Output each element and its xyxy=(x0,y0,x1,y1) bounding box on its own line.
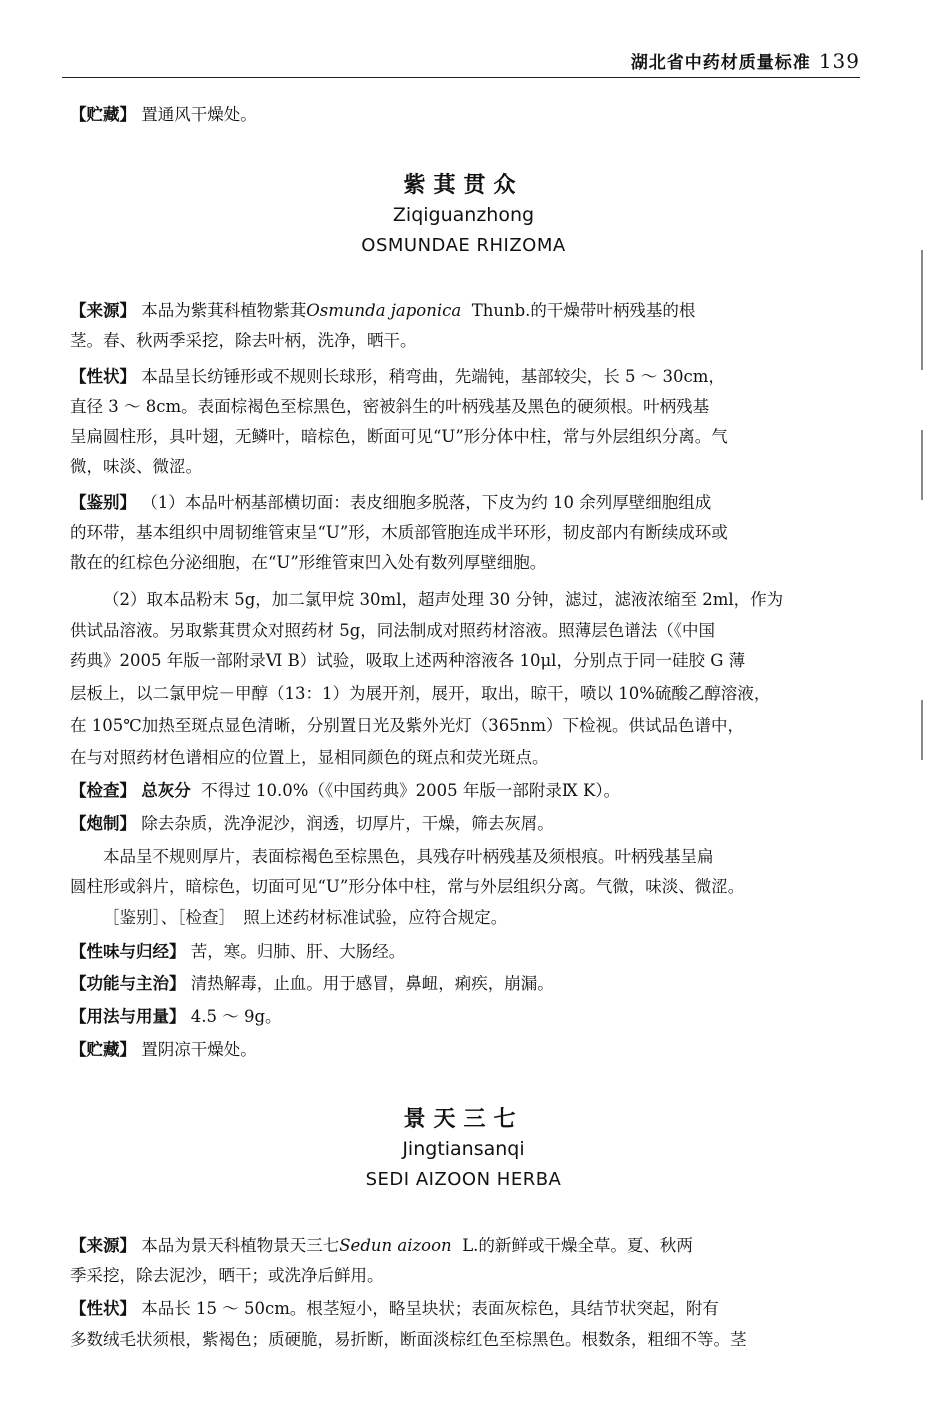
entry1-ident2-line2: 供试品溶液。另取紫萁贯众对照药材 5g，同法制成对照药材溶液。照薄层色谱法（《中国 xyxy=(70,621,716,640)
entry1-source-line2: 茎。春、秋两季采挖，除去叶柄，洗净，晒干。 xyxy=(70,331,417,350)
entry1-processing-line2: 本品呈不规则厚片，表面棕褐色至棕黑色，具残存叶柄残基及须根痕。叶柄残基呈扁 xyxy=(103,847,714,866)
entry2-source-line1 xyxy=(70,1234,865,1258)
entry1-ident2-line1: （2）取本品粉末 5g，加二氯甲烷 30ml，超声处理 30 分钟，滤过，滤液浓缩至 2ml，作为 xyxy=(103,590,784,609)
page-number: 139 xyxy=(818,49,860,73)
processing-label: 【炮制】 xyxy=(70,814,136,833)
entry1-storage xyxy=(70,1038,865,1062)
prev-storage xyxy=(70,103,865,127)
entry1-desc-line1 xyxy=(70,365,865,389)
entry1-ident2-line3: 药典》2005 年版一部附录Ⅵ B）试验，吸取上述两种溶液各 10μl，分别点于同一硅胶 G 薄 xyxy=(70,651,746,670)
header-title: 湖北省中药材质量标准 xyxy=(630,53,811,73)
entry1-ident2-line6: 在与对照药材色谱相应的位置上，显相同颜色的斑点和荧光斑点。 xyxy=(70,748,549,767)
dosage-text: 4.5 ～ 9g。 xyxy=(190,1007,282,1026)
inspection-label: 【检查】 xyxy=(70,781,136,800)
entry1-function xyxy=(70,972,865,996)
running-header xyxy=(62,38,860,78)
entry2-latin: SEDI AIZOON HERBA xyxy=(365,1169,562,1190)
entry1-desc-line4: 微，味淡、微涩。 xyxy=(70,457,202,476)
source-text: L.的新鲜或干燥全草。夏、秋两 xyxy=(462,1236,693,1255)
entry1-ident-line1 xyxy=(70,491,865,515)
dosage-label: 【用法与用量】 xyxy=(70,1007,186,1026)
entry1-pinyin: Ziqiguanzhong xyxy=(392,204,535,226)
entry2-desc-line2: 多数绒毛状须根，紫褐色；质硬脆，易折断，断面淡棕红色至棕黑色。根数条，粗细不等。茎 xyxy=(70,1330,747,1349)
inspection-text: 不得过 10.0%（《中国药典》2005 年版一部附录Ⅸ K）。 xyxy=(201,781,621,800)
processing-text: 除去杂质，洗净泥沙，润透，切厚片，干燥，筛去灰屑。 xyxy=(141,814,554,833)
source-label: 【来源】 xyxy=(70,1236,136,1255)
header-rule xyxy=(62,77,860,78)
scan-edge-mark xyxy=(921,700,923,760)
scan-edge-mark xyxy=(921,430,923,500)
entry2-title-cn: 景天三七 xyxy=(403,1107,524,1132)
description-label: 【性状】 xyxy=(70,367,136,386)
entry1-processing-line3: 圆柱形或斜片，暗棕色，切面可见“U”形分体中柱，常与外层组织分离。气微，味淡、微涩。 xyxy=(70,877,745,896)
function-text: 清热解毒，止血。用于感冒，鼻衄，痢疾，崩漏。 xyxy=(190,974,554,993)
entry1-inspection xyxy=(70,779,865,803)
entry1-processing-line1 xyxy=(70,812,865,836)
entry1-latin: OSMUNDAE RHIZOMA xyxy=(361,235,566,256)
prev-storage-text: 置通风干燥处。 xyxy=(141,105,257,124)
entry2-desc-line1 xyxy=(70,1297,865,1321)
entry1-ident2-line4: 层板上，以二氯甲烷－甲醇（13：1）为展开剂，展开，取出，晾干，喷以 10%硫酸乙醇溶液， xyxy=(70,684,771,703)
source-text: Thunb.的干燥带叶柄残基的根 xyxy=(471,301,696,320)
nature-text: 苦，寒。归肺、肝、大肠经。 xyxy=(190,942,406,961)
scan-edge-mark xyxy=(921,250,923,370)
nature-label: 【性味与归经】 xyxy=(70,942,186,961)
entry1-nature xyxy=(70,940,865,964)
scientific-name: Sedun aizoon xyxy=(339,1236,452,1255)
entry2-pinyin: Jingtiansanqi xyxy=(402,1138,525,1160)
header-text xyxy=(631,48,860,73)
entry1-dosage xyxy=(70,1005,865,1029)
entry1-ident-line2: 的环带，基本组织中周韧维管束呈“U”形，木质部管胞连成半环形，韧皮部内有断续成环或 xyxy=(70,523,728,542)
entry2-source-line2: 季采挖，除去泥沙，晒干；或洗净后鲜用。 xyxy=(70,1266,384,1285)
storage-text: 置阴凉干燥处。 xyxy=(141,1040,257,1059)
entry1-ident2-line5: 在 105℃加热至斑点显色清晰，分别置日光及紫外光灯（365nm）下检视。供试品色谱中， xyxy=(70,716,744,735)
source-label: 【来源】 xyxy=(70,301,136,320)
source-text: 本品为景天科植物景天三七 xyxy=(141,1236,340,1255)
entry1-source-line1 xyxy=(70,299,865,323)
scientific-name: Osmunda japonica xyxy=(306,301,462,320)
description-text: 本品长 15 ～ 50cm。根茎短小，略呈块状；表面灰棕色，具结节状突起，附有 xyxy=(141,1299,719,1318)
prev-storage-label: 【贮藏】 xyxy=(70,105,136,124)
entry1-ident-line3: 散在的红棕色分泌细胞，在“U”形维管束凹入处有数列厚壁细胞。 xyxy=(70,553,547,572)
description-label: 【性状】 xyxy=(70,1299,136,1318)
description-text: 本品呈长纺锤形或不规则长球形，稍弯曲，先端钝，基部较尖，长 5 ～ 30cm， xyxy=(141,367,725,386)
entry1-desc-line2: 直径 3 ～ 8cm。表面棕褐色至棕黑色，密被斜生的叶柄残基及黑色的硬须根。叶柄残基 xyxy=(70,397,710,416)
entry1-title-cn: 紫萁贯众 xyxy=(403,173,524,198)
identification-label: 【鉴别】 xyxy=(70,493,136,512)
entry1-desc-line3: 呈扁圆柱形，具叶翅，无鳞叶，暗棕色，断面可见“U”形分体中柱，常与外层组织分离。气 xyxy=(70,427,728,446)
entry1-processing-line4: ［鉴别］、［检查］ 照上述药材标准试验，应符合规定。 xyxy=(103,908,508,927)
function-label: 【功能与主治】 xyxy=(70,974,186,993)
total-ash-label: 总灰分 xyxy=(141,781,191,800)
storage-label: 【贮藏】 xyxy=(70,1040,136,1059)
source-text: 本品为紫萁科植物紫萁 xyxy=(141,301,307,320)
identification-text: （1）本品叶柄基部横切面：表皮细胞多脱落，下皮为约 10 余列厚壁细胞组成 xyxy=(141,493,712,512)
